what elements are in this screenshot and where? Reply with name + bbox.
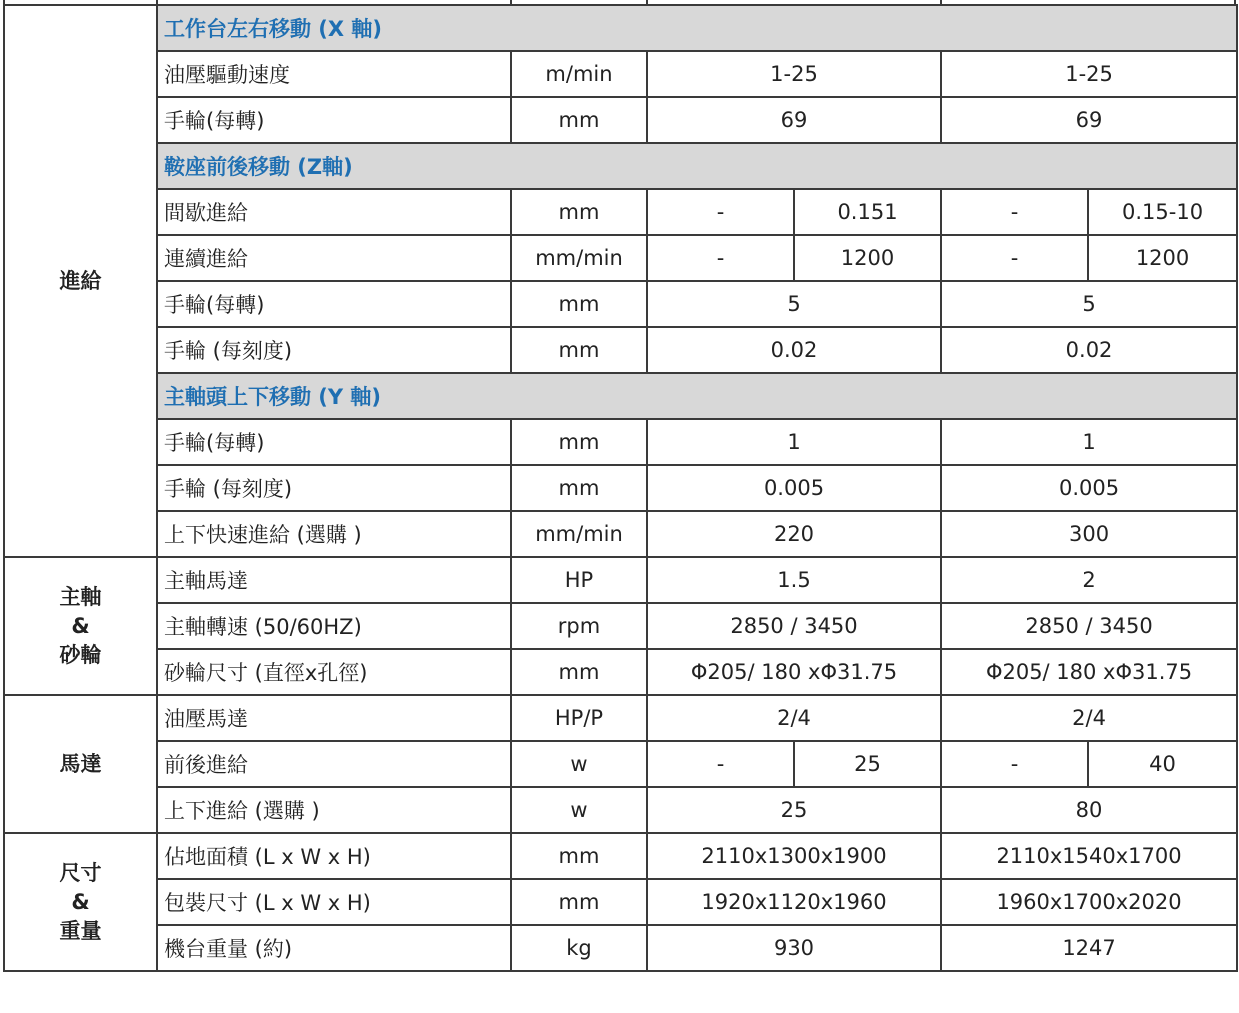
value-cell: 2	[941, 557, 1237, 603]
value-cell: 1920x1120x1960	[647, 879, 941, 925]
value-cell: -	[647, 189, 794, 235]
value-cell: 2850 / 3450	[941, 603, 1237, 649]
value-cell: -	[941, 189, 1088, 235]
row-label: 油壓驅動速度	[157, 51, 511, 97]
value-cell: 25	[794, 741, 941, 787]
value-cell: 1200	[1088, 235, 1237, 281]
group-line: &	[71, 613, 90, 638]
group-dimensions	[4, 833, 157, 971]
value-cell: 1.5	[647, 557, 941, 603]
table-row	[4, 787, 1237, 833]
row-label: 手輪 (每刻度)	[157, 327, 511, 373]
table-row	[4, 603, 1237, 649]
unit-cell: w	[511, 787, 647, 833]
row-label: 油壓馬達	[157, 695, 511, 741]
table-row	[4, 511, 1237, 557]
section-x-axis: 工作台左右移動 (X 軸)	[157, 5, 1237, 51]
value-cell: 69	[941, 97, 1237, 143]
section-z-axis: 鞍座前後移動 (Z軸)	[157, 143, 1237, 189]
value-cell: 220	[647, 511, 941, 557]
table-row	[4, 879, 1237, 925]
row-label: 佔地面積 (L x W x H)	[157, 833, 511, 879]
group-feed: 進給	[4, 5, 157, 557]
table-row	[4, 5, 1237, 51]
row-label: 連續進給	[157, 235, 511, 281]
unit-cell: mm	[511, 189, 647, 235]
value-cell: 2/4	[647, 695, 941, 741]
section-y-axis: 主軸頭上下移動 (Y 軸)	[157, 373, 1237, 419]
table-row	[4, 741, 1237, 787]
group-line: 尺寸	[59, 860, 102, 885]
unit-cell: mm	[511, 327, 647, 373]
value-cell: Φ205/ 180 xΦ31.75	[647, 649, 941, 695]
row-label: 主軸馬達	[157, 557, 511, 603]
row-label: 上下快速進給 (選購 )	[157, 511, 511, 557]
table-row	[4, 281, 1237, 327]
table-row	[4, 649, 1237, 695]
unit-cell: mm	[511, 281, 647, 327]
unit-cell: mm	[511, 833, 647, 879]
value-cell: Φ205/ 180 xΦ31.75	[941, 649, 1237, 695]
value-cell: 69	[647, 97, 941, 143]
row-label: 手輪(每轉)	[157, 419, 511, 465]
row-label: 手輪 (每刻度)	[157, 465, 511, 511]
group-motor: 馬達	[4, 695, 157, 833]
row-label: 上下進給 (選購 )	[157, 787, 511, 833]
value-cell: 0.151	[794, 189, 941, 235]
value-cell: 2110x1540x1700	[941, 833, 1237, 879]
unit-cell: mm	[511, 879, 647, 925]
unit-cell: mm	[511, 97, 647, 143]
unit-cell: m/min	[511, 51, 647, 97]
value-cell: 1247	[941, 925, 1237, 971]
table-row	[4, 925, 1237, 971]
value-cell: 2850 / 3450	[647, 603, 941, 649]
value-cell: 25	[647, 787, 941, 833]
value-cell: 1200	[794, 235, 941, 281]
group-line: 主軸	[59, 584, 102, 609]
unit-cell: HP/P	[511, 695, 647, 741]
value-cell: 1960x1700x2020	[941, 879, 1237, 925]
unit-cell: w	[511, 741, 647, 787]
table-row	[4, 143, 1237, 189]
table-row	[4, 557, 1237, 603]
value-cell: 0.02	[941, 327, 1237, 373]
row-label: 前後進給	[157, 741, 511, 787]
row-label: 包裝尺寸 (L x W x H)	[157, 879, 511, 925]
table-row	[4, 465, 1237, 511]
table-row	[4, 189, 1237, 235]
unit-cell: rpm	[511, 603, 647, 649]
unit-cell: mm/min	[511, 235, 647, 281]
unit-cell: mm	[511, 419, 647, 465]
value-cell: 5	[647, 281, 941, 327]
unit-cell: mm	[511, 649, 647, 695]
value-cell: 300	[941, 511, 1237, 557]
value-cell: 0.15-10	[1088, 189, 1237, 235]
value-cell: 0.005	[941, 465, 1237, 511]
unit-cell: kg	[511, 925, 647, 971]
value-cell: 1-25	[647, 51, 941, 97]
value-cell: 1	[941, 419, 1237, 465]
value-cell: 2/4	[941, 695, 1237, 741]
value-cell: 0.02	[647, 327, 941, 373]
value-cell: 40	[1088, 741, 1237, 787]
value-cell: 80	[941, 787, 1237, 833]
table-row	[4, 695, 1237, 741]
table-row	[4, 97, 1237, 143]
value-cell: 5	[941, 281, 1237, 327]
value-cell: -	[647, 741, 794, 787]
table-row	[4, 327, 1237, 373]
value-cell: 2110x1300x1900	[647, 833, 941, 879]
group-spindle	[4, 557, 157, 695]
value-cell: 1	[647, 419, 941, 465]
group-line: 重量	[59, 918, 102, 943]
group-line: 砂輪	[59, 642, 102, 667]
unit-cell: mm	[511, 465, 647, 511]
row-label: 主軸轉速 (50/60HZ)	[157, 603, 511, 649]
table-row	[4, 235, 1237, 281]
row-label: 手輪(每轉)	[157, 97, 511, 143]
row-label: 手輪(每轉)	[157, 281, 511, 327]
row-label: 間歇進給	[157, 189, 511, 235]
value-cell: 1-25	[941, 51, 1237, 97]
value-cell: 930	[647, 925, 941, 971]
table-row	[4, 833, 1237, 879]
unit-cell: HP	[511, 557, 647, 603]
value-cell: -	[647, 235, 794, 281]
value-cell: -	[941, 235, 1088, 281]
unit-cell: mm/min	[511, 511, 647, 557]
table-row	[4, 419, 1237, 465]
value-cell: -	[941, 741, 1088, 787]
value-cell: 0.005	[647, 465, 941, 511]
row-label: 機台重量 (約)	[157, 925, 511, 971]
table-row	[4, 373, 1237, 419]
spec-table	[3, 4, 1238, 972]
group-line: &	[71, 889, 90, 914]
row-label: 砂輪尺寸 (直徑x孔徑)	[157, 649, 511, 695]
table-row	[4, 51, 1237, 97]
